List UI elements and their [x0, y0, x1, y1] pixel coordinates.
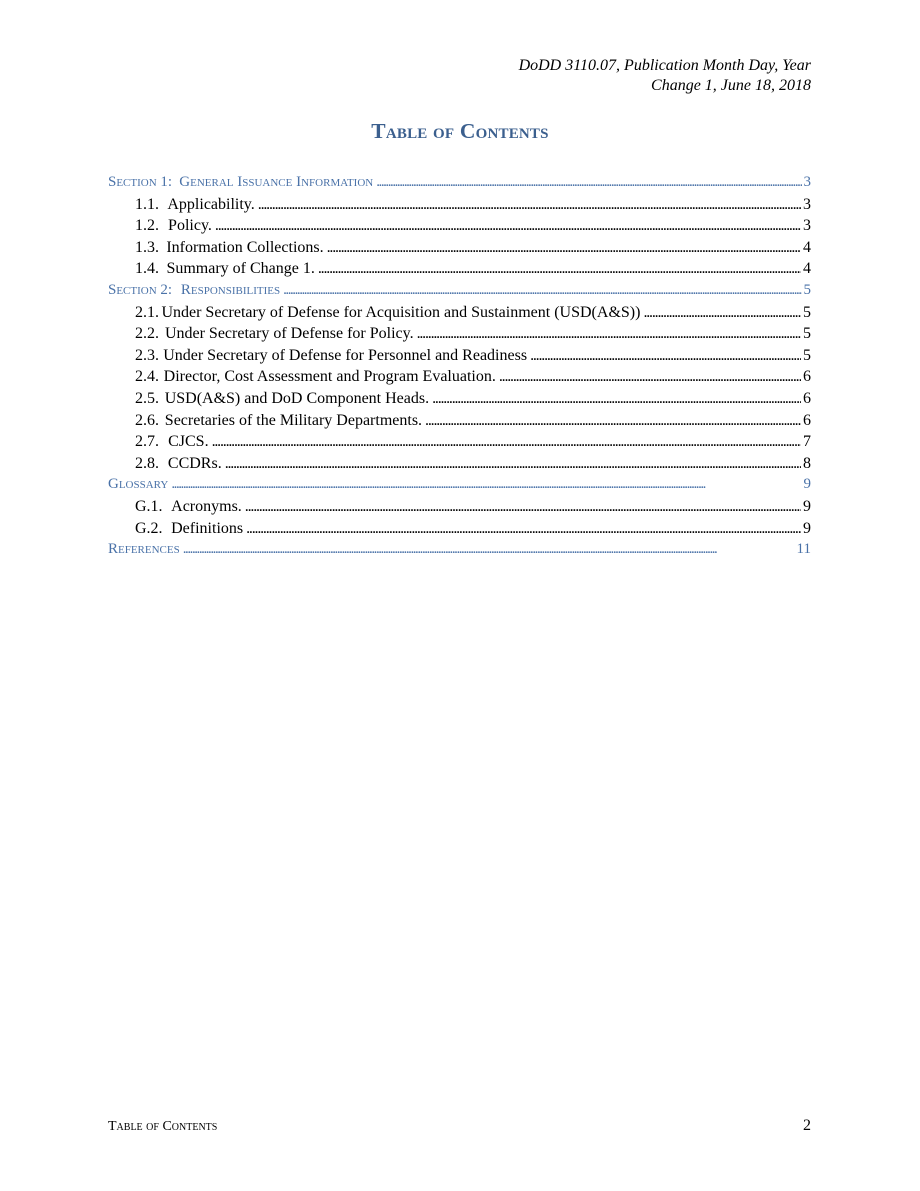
toc-dot-leader: [499, 366, 801, 388]
toc-subsection-entry[interactable]: [108, 194, 811, 216]
toc-section-entry[interactable]: [108, 539, 811, 561]
toc-subsection-entry[interactable]: [108, 366, 811, 388]
toc-subsection-entry[interactable]: [108, 410, 811, 432]
toc-entry-page-number: 6: [803, 368, 811, 386]
toc-dot-leader: [283, 280, 801, 302]
toc-entry-label: Under Secretary of Defense for Policy.: [164, 325, 414, 343]
toc-entry-number: Section 1:: [108, 174, 173, 190]
toc-dot-leader: [417, 323, 801, 345]
toc-dot-leader: [246, 518, 801, 540]
toc-subsection-entry[interactable]: [108, 518, 811, 540]
toc-section-entry[interactable]: [108, 172, 811, 194]
toc-section-entry[interactable]: [108, 474, 811, 496]
footer-page-number: 2: [803, 1117, 811, 1134]
toc-subsection-entry[interactable]: [108, 496, 811, 518]
toc-entry-page-number: 3: [803, 217, 811, 235]
toc-subsection-entry[interactable]: [108, 258, 811, 280]
toc-entry-label: Applicability.: [167, 195, 255, 213]
toc-dot-leader: [258, 194, 801, 216]
toc-entry-page-number: 9: [803, 497, 811, 515]
toc-entry-label: Definitions: [171, 519, 244, 537]
toc-section-entry[interactable]: [108, 280, 811, 302]
toc-entry-page-number: 4: [803, 238, 811, 256]
toc-entry-number: 2.3.: [135, 346, 159, 364]
toc-entry-label: Information Collections.: [166, 238, 324, 256]
toc-entry-label: CJCS.: [168, 433, 209, 451]
toc-entry-number: 2.8.: [135, 454, 159, 472]
toc-entry-number: G.2.: [135, 519, 163, 537]
toc-dot-leader: [215, 215, 801, 237]
toc-entry-label: Summary of Change 1.: [166, 260, 315, 278]
toc-entry-label: Glossary: [108, 476, 169, 493]
footer-section-label: Table of Contents: [108, 1119, 218, 1134]
toc-subsection-entry[interactable]: [108, 388, 811, 410]
toc-entry-page-number: 4: [803, 260, 811, 278]
toc-subsection-entry[interactable]: [108, 237, 811, 259]
toc-dot-leader: [318, 258, 801, 280]
toc-dot-leader: [212, 431, 801, 453]
toc-entry-page-number: 5: [803, 303, 811, 321]
toc-entry-label: Responsibilities: [180, 281, 281, 298]
page-title: Table of Contents: [371, 119, 549, 143]
toc-entry-label: Secretaries of the Military Departments.: [164, 411, 423, 429]
toc-entry-label: Acronyms.: [171, 497, 242, 515]
toc-entry-label: Under Secretary of Defense for Personnel and Readiness: [163, 346, 528, 364]
toc-entry-label: CCDRs.: [167, 454, 222, 472]
toc-entry-number: G.1.: [135, 497, 163, 515]
toc-entry-number: 2.6.: [135, 411, 159, 429]
toc-entry-page-number: 3: [803, 174, 811, 190]
toc-entry-number: Section 2:: [108, 281, 173, 298]
toc-subsection-entry[interactable]: [108, 323, 811, 345]
toc-entry-number: 2.1.: [135, 303, 159, 321]
toc-entry-number: 2.7.: [135, 433, 159, 451]
toc-entry-page-number: 5: [803, 281, 811, 298]
toc-entry-label: Director, Cost Assessment and Program Evaluation.: [163, 368, 496, 386]
toc-entry-number: 2.2.: [135, 325, 159, 343]
toc-subsection-entry[interactable]: [108, 215, 811, 237]
toc-dot-leader: [643, 302, 801, 324]
toc-entry-number: 2.5.: [135, 389, 159, 407]
document-header: [519, 56, 811, 96]
toc-entry-page-number: 7: [803, 433, 811, 451]
header-line-change: Change 1, June 18, 2018: [651, 77, 811, 94]
toc-entry-label: General Issuance Information: [179, 174, 374, 190]
toc-entry-number: 1.3.: [135, 238, 159, 256]
toc-dot-leader: [183, 539, 795, 561]
toc-dot-leader: [327, 237, 801, 259]
toc-entry-page-number: 6: [803, 411, 811, 429]
toc-entry-page-number: 11: [796, 541, 811, 558]
toc-dot-leader: [225, 453, 801, 475]
toc-entry-page-number: 9: [803, 476, 811, 493]
table-of-contents: [108, 172, 811, 561]
toc-entry-page-number: 9: [803, 519, 811, 537]
toc-entry-page-number: 6: [803, 389, 811, 407]
toc-subsection-entry[interactable]: [108, 345, 811, 367]
toc-entry-number: 1.4.: [135, 260, 159, 278]
toc-entry-label: Policy.: [168, 217, 212, 235]
toc-entry-number: 1.1.: [135, 195, 159, 213]
toc-dot-leader: [425, 410, 801, 432]
toc-entry-page-number: 5: [803, 346, 811, 364]
toc-dot-leader: [376, 172, 801, 194]
toc-entry-number: 1.2.: [135, 217, 159, 235]
toc-entry-label: Under Secretary of Defense for Acquisition and Sustainment (USD(A&S)): [161, 303, 641, 321]
toc-dot-leader: [245, 496, 801, 518]
toc-entry-page-number: 8: [803, 454, 811, 472]
toc-entry-page-number: 3: [803, 195, 811, 213]
toc-entry-label: USD(A&S) and DoD Component Heads.: [164, 389, 430, 407]
toc-dot-leader: [171, 474, 801, 496]
toc-dot-leader: [432, 388, 801, 410]
toc-dot-leader: [530, 345, 801, 367]
toc-entry-number: 2.4.: [135, 368, 159, 386]
toc-entry-label: References: [108, 541, 180, 558]
toc-subsection-entry[interactable]: [108, 431, 811, 453]
header-line-issuance: DoDD 3110.07, Publication Month Day, Year: [518, 57, 811, 74]
toc-subsection-entry[interactable]: [108, 302, 811, 324]
toc-subsection-entry[interactable]: [108, 453, 811, 475]
toc-entry-page-number: 5: [803, 325, 811, 343]
